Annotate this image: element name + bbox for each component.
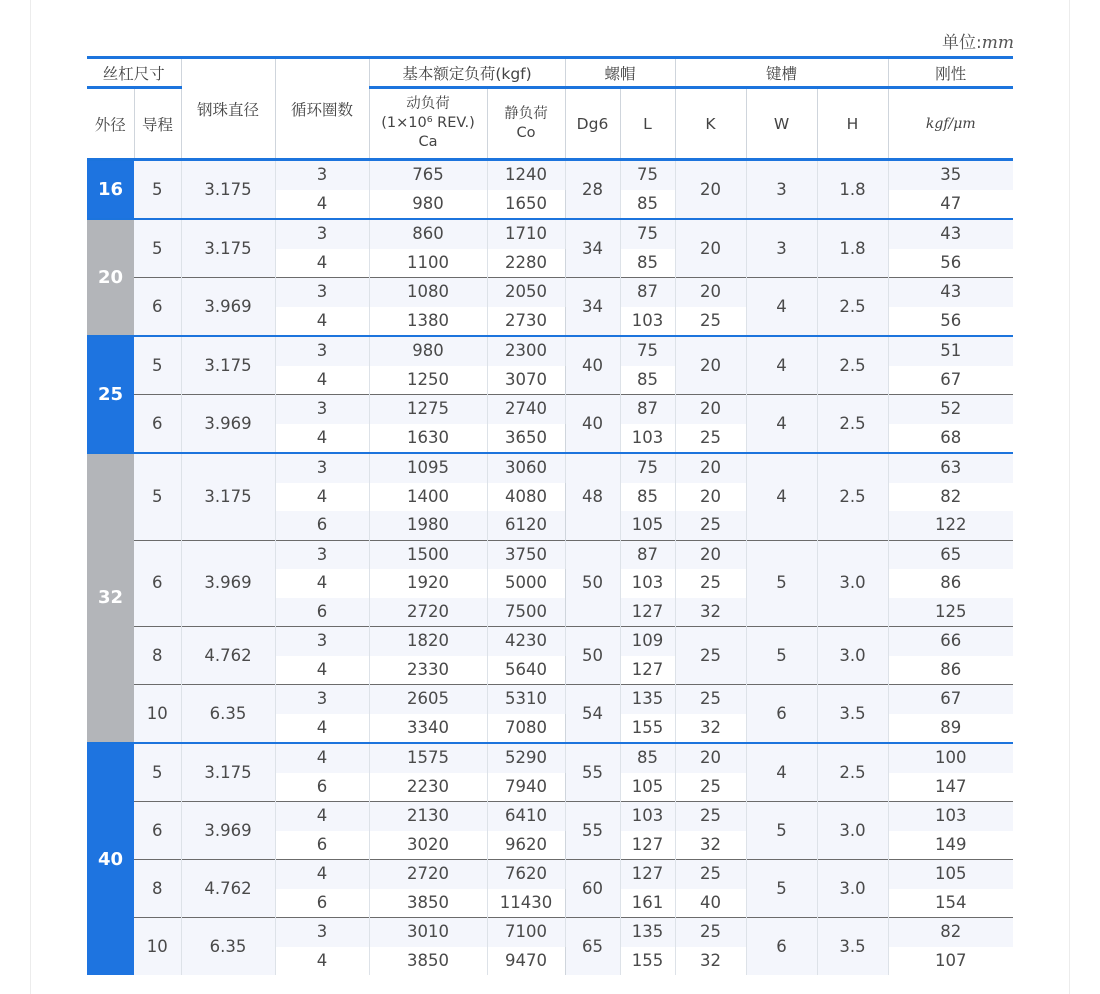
circuits-cell: 3 (275, 685, 369, 714)
circuits-cell: 4 (275, 569, 369, 598)
circuits-cell: 4 (275, 424, 369, 454)
table-row (87, 395, 1013, 424)
keyway-k-cell: 32 (675, 831, 746, 860)
nut-length-cell: 87 (620, 540, 675, 569)
outer-dia-cell: 20 (87, 219, 134, 336)
static-load-cell: 7620 (487, 860, 565, 889)
keyway-k-cell: 32 (675, 714, 746, 744)
circuits-cell: 6 (275, 831, 369, 860)
ball-dia-cell: 3.969 (181, 278, 275, 337)
ball-dia-cell: 3.969 (181, 802, 275, 860)
header-ball-dia: 钢珠直径 (181, 58, 275, 160)
static-load-cell: 1240 (487, 160, 565, 190)
rigidity-cell: 82 (940, 486, 962, 506)
rigidity-cell: 154 (935, 892, 967, 912)
rigidity-cell: 43 (888, 219, 1013, 249)
dynamic-load-cell: 1275 (369, 395, 487, 424)
static-load-cell: 2740 (487, 395, 565, 424)
keyway-w-cell: 5 (746, 540, 817, 627)
ball-dia-cell: 3.175 (181, 336, 275, 395)
header-dynamic-l1: 动负荷 (406, 96, 450, 112)
header-dg6: Dg6 (565, 88, 620, 160)
ball-dia-cell: 3.175 (181, 453, 275, 540)
dynamic-load-cell: 860 (369, 219, 487, 249)
nut-length-cell: 105 (620, 773, 675, 802)
keyway-k-cell: 25 (675, 627, 746, 685)
nut-length-cell: 135 (620, 685, 675, 714)
static-load-cell: 3060 (487, 453, 565, 483)
nut-length-cell: 103 (620, 307, 675, 337)
ball-dia-cell: 3.175 (181, 160, 275, 220)
circuits-cell: 6 (275, 889, 369, 918)
circuits-cell: 6 (275, 511, 369, 540)
rigidity-cell: 65 (888, 540, 1013, 569)
dg6-cell: 60 (565, 860, 620, 918)
rigidity-cell: 105 (888, 860, 1013, 889)
header-screw-size: 丝杠尺寸 (87, 58, 181, 88)
static-load-cell: 7080 (487, 714, 565, 744)
ball-dia-cell: 4.762 (181, 627, 275, 685)
static-load-cell: 2280 (487, 249, 565, 278)
keyway-k-cell: 32 (675, 947, 746, 976)
keyway-h-cell: 3.0 (817, 627, 888, 685)
rigidity-cell: 82 (888, 918, 1013, 947)
lead-cell: 6 (134, 278, 181, 337)
dynamic-load-cell: 3850 (369, 889, 487, 918)
page-border-right (1069, 0, 1070, 994)
keyway-k-cell: 20 (675, 540, 746, 569)
rigidity-cell: 67 (888, 685, 1013, 714)
static-load-cell: 5290 (487, 743, 565, 773)
nut-length-cell: 127 (620, 860, 675, 889)
header-load-rating: 基本额定负荷(kgf) (369, 58, 565, 88)
static-load-cell: 2300 (487, 336, 565, 366)
circuits-cell: 4 (275, 190, 369, 220)
nut-length-cell: 85 (620, 483, 675, 512)
static-load-cell: 6410 (487, 802, 565, 831)
dg6-cell: 34 (565, 219, 620, 278)
lead-cell: 5 (134, 160, 181, 220)
circuits-cell: 4 (275, 860, 369, 889)
static-load-cell: 2730 (487, 307, 565, 337)
static-load-cell: 4230 (487, 627, 565, 656)
keyway-k-cell: 25 (675, 569, 746, 598)
keyway-h-cell: 2.5 (817, 743, 888, 802)
nut-length-cell: 127 (620, 831, 675, 860)
dynamic-load-cell: 2720 (369, 860, 487, 889)
keyway-h-cell: 2.5 (817, 395, 888, 454)
lead-cell: 10 (134, 685, 181, 744)
static-load-cell: 1650 (487, 190, 565, 220)
keyway-w-cell: 4 (746, 278, 817, 337)
rigidity-cell: 67 (940, 369, 962, 389)
nut-length-cell: 103 (620, 424, 675, 454)
table-row (87, 278, 1013, 307)
keyway-k-cell: 25 (675, 307, 746, 337)
keyway-k-cell: 20 (675, 395, 746, 424)
circuits-cell: 4 (275, 743, 369, 773)
ball-dia-cell: 3.175 (181, 743, 275, 802)
nut-length-cell: 85 (620, 190, 675, 220)
circuits-cell: 6 (275, 773, 369, 802)
keyway-w-cell: 3 (746, 219, 817, 278)
static-load-cell: 7100 (487, 918, 565, 947)
rigidity-cell: 35 (888, 160, 1013, 190)
static-load-cell: 9470 (487, 947, 565, 976)
table-row (87, 685, 1013, 714)
lead-cell: 8 (134, 627, 181, 685)
header-H: H (817, 88, 888, 160)
rigidity-cell: 125 (888, 598, 1013, 627)
dg6-cell: 40 (565, 336, 620, 395)
circuits-cell: 3 (275, 395, 369, 424)
ball-dia-cell: 3.969 (181, 395, 275, 454)
table-row (87, 860, 1013, 889)
rigidity-cell: 47 (940, 193, 962, 213)
ball-dia-cell: 6.35 (181, 685, 275, 744)
table-row (87, 336, 1013, 366)
unit-label-text: 单位: (942, 33, 982, 53)
keyway-w-cell: 4 (746, 336, 817, 395)
circuits-cell: 4 (275, 249, 369, 278)
ball-dia-cell: 3.175 (181, 219, 275, 278)
keyway-k-cell: 25 (675, 860, 746, 889)
circuits-cell: 4 (275, 307, 369, 337)
outer-dia-cell: 25 (87, 336, 134, 453)
static-load-cell: 5640 (487, 656, 565, 685)
static-load-cell: 2050 (487, 278, 565, 307)
rigidity-cell: 56 (940, 310, 962, 330)
dynamic-load-cell: 3010 (369, 918, 487, 947)
keyway-k-cell: 20 (675, 743, 746, 773)
table-row (87, 540, 1013, 569)
dynamic-load-cell: 1380 (369, 307, 487, 337)
keyway-k-cell: 25 (675, 511, 746, 540)
dynamic-load-cell: 1920 (369, 569, 487, 598)
keyway-h-cell: 2.5 (817, 336, 888, 395)
keyway-k-cell: 25 (675, 802, 746, 831)
keyway-h-cell: 3.5 (817, 918, 888, 976)
circuits-cell: 6 (275, 598, 369, 627)
dynamic-load-cell: 980 (369, 336, 487, 366)
rigidity-cell: 68 (940, 427, 962, 447)
lead-cell: 5 (134, 219, 181, 278)
rigidity-cell: 63 (888, 453, 1013, 483)
rigidity-cell: 52 (888, 395, 1013, 424)
static-load-cell: 7940 (487, 773, 565, 802)
dynamic-load-cell: 1095 (369, 453, 487, 483)
dynamic-load-cell: 3340 (369, 714, 487, 744)
keyway-w-cell: 4 (746, 453, 817, 540)
circuits-cell: 4 (275, 656, 369, 685)
keyway-k-cell: 40 (675, 889, 746, 918)
lead-cell: 5 (134, 453, 181, 540)
dg6-cell: 48 (565, 453, 620, 540)
dynamic-load-cell: 1500 (369, 540, 487, 569)
keyway-k-cell: 25 (675, 918, 746, 947)
nut-length-cell: 109 (620, 627, 675, 656)
dynamic-load-cell: 1400 (369, 483, 487, 512)
unit-label (930, 28, 1014, 53)
header-dynamic-l2: (1×10⁶ REV.) (381, 115, 475, 131)
rigidity-cell: 86 (940, 573, 962, 593)
keyway-k-cell: 25 (675, 424, 746, 454)
dynamic-load-cell: 3850 (369, 947, 487, 976)
keyway-h-cell: 3.0 (817, 860, 888, 918)
lead-cell: 6 (134, 802, 181, 860)
static-load-cell: 11430 (487, 889, 565, 918)
nut-length-cell: 127 (620, 656, 675, 685)
header-dynamic-l3: Ca (418, 134, 438, 150)
keyway-h-cell: 1.8 (817, 219, 888, 278)
dg6-cell: 55 (565, 743, 620, 802)
dynamic-load-cell: 2605 (369, 685, 487, 714)
dynamic-load-cell: 1630 (369, 424, 487, 454)
nut-length-cell: 161 (620, 889, 675, 918)
keyway-h-cell: 1.8 (817, 160, 888, 220)
rigidity-cell: 107 (935, 950, 967, 970)
static-load-cell: 5310 (487, 685, 565, 714)
keyway-w-cell: 5 (746, 627, 817, 685)
outer-dia-cell: 40 (87, 743, 134, 975)
lead-cell: 6 (134, 395, 181, 454)
circuits-cell: 4 (275, 947, 369, 976)
dynamic-load-cell: 1575 (369, 743, 487, 773)
header-rigidity: 刚性 (888, 58, 1013, 88)
rigidity-cell: 56 (940, 252, 962, 272)
rigidity-cell: 147 (935, 776, 967, 796)
circuits-cell: 3 (275, 160, 369, 190)
keyway-h-cell: 3.0 (817, 540, 888, 627)
nut-length-cell: 87 (620, 395, 675, 424)
page-border-left (30, 0, 31, 994)
keyway-h-cell: 3.5 (817, 685, 888, 744)
header-nut: 螺帽 (565, 58, 675, 88)
spec-table-body (87, 160, 1013, 976)
rigidity-cell: 86 (940, 659, 962, 679)
dg6-cell: 50 (565, 540, 620, 627)
lead-cell: 6 (134, 540, 181, 627)
static-load-cell: 6120 (487, 511, 565, 540)
dynamic-load-cell: 1980 (369, 511, 487, 540)
circuits-cell: 4 (275, 802, 369, 831)
nut-length-cell: 75 (620, 219, 675, 249)
nut-length-cell: 75 (620, 453, 675, 483)
keyway-h-cell: 2.5 (817, 453, 888, 540)
keyway-k-cell: 20 (675, 336, 746, 395)
header-dynamic-load (369, 88, 487, 160)
static-load-cell: 3650 (487, 424, 565, 454)
circuits-cell: 3 (275, 278, 369, 307)
dg6-cell: 50 (565, 627, 620, 685)
header-rigidity-unit: kgf/μm (888, 88, 1013, 160)
dynamic-load-cell: 2330 (369, 656, 487, 685)
circuits-cell: 3 (275, 540, 369, 569)
nut-length-cell: 85 (620, 743, 675, 773)
dynamic-load-cell: 2720 (369, 598, 487, 627)
keyway-w-cell: 3 (746, 160, 817, 220)
dynamic-load-cell: 980 (369, 190, 487, 220)
table-row (87, 918, 1013, 947)
dg6-cell: 65 (565, 918, 620, 976)
table-row (87, 160, 1013, 190)
circuits-cell: 3 (275, 453, 369, 483)
header-static-load (487, 88, 565, 160)
nut-length-cell: 103 (620, 569, 675, 598)
dynamic-load-cell: 1250 (369, 366, 487, 395)
header-outer-dia: 外径 (87, 88, 134, 160)
keyway-h-cell: 3.0 (817, 802, 888, 860)
header-W: W (746, 88, 817, 160)
static-load-cell: 7500 (487, 598, 565, 627)
keyway-k-cell: 32 (675, 598, 746, 627)
circuits-cell: 3 (275, 918, 369, 947)
keyway-w-cell: 4 (746, 395, 817, 454)
nut-length-cell: 75 (620, 336, 675, 366)
table-row (87, 219, 1013, 249)
circuits-cell: 4 (275, 483, 369, 512)
table-row (87, 743, 1013, 773)
ball-screw-spec-table (87, 56, 1013, 975)
keyway-k-cell: 25 (675, 773, 746, 802)
keyway-k-cell: 25 (675, 685, 746, 714)
dg6-cell: 55 (565, 802, 620, 860)
static-load-cell: 9620 (487, 831, 565, 860)
nut-length-cell: 105 (620, 511, 675, 540)
rigidity-cell: 43 (888, 278, 1013, 307)
keyway-k-cell: 20 (675, 278, 746, 307)
dg6-cell: 28 (565, 160, 620, 220)
keyway-w-cell: 5 (746, 802, 817, 860)
rigidity-cell: 122 (888, 511, 1013, 540)
ball-dia-cell: 6.35 (181, 918, 275, 976)
rigidity-cell: 89 (940, 717, 962, 737)
dynamic-load-cell: 765 (369, 160, 487, 190)
nut-length-cell: 103 (620, 802, 675, 831)
outer-dia-cell: 32 (87, 453, 134, 743)
rigidity-cell: 103 (888, 802, 1013, 831)
lead-cell: 5 (134, 743, 181, 802)
header-L: L (620, 88, 675, 160)
nut-length-cell: 127 (620, 598, 675, 627)
nut-length-cell: 85 (620, 249, 675, 278)
rigidity-cell: 51 (888, 336, 1013, 366)
static-load-cell: 1710 (487, 219, 565, 249)
table-row (87, 627, 1013, 656)
rigidity-cell: 149 (935, 834, 967, 854)
circuits-cell: 3 (275, 336, 369, 366)
dg6-cell: 34 (565, 278, 620, 337)
lead-cell: 10 (134, 918, 181, 976)
keyway-h-cell: 2.5 (817, 278, 888, 337)
circuits-cell: 4 (275, 714, 369, 744)
nut-length-cell: 155 (620, 714, 675, 744)
static-load-cell: 3070 (487, 366, 565, 395)
nut-length-cell: 155 (620, 947, 675, 976)
dynamic-load-cell: 3020 (369, 831, 487, 860)
dynamic-load-cell: 1820 (369, 627, 487, 656)
dynamic-load-cell: 2230 (369, 773, 487, 802)
rigidity-cell: 66 (888, 627, 1013, 656)
keyway-w-cell: 5 (746, 860, 817, 918)
circuits-cell: 3 (275, 627, 369, 656)
static-load-cell: 4080 (487, 483, 565, 512)
keyway-w-cell: 6 (746, 685, 817, 744)
keyway-w-cell: 6 (746, 918, 817, 976)
keyway-k-cell: 20 (675, 453, 746, 483)
nut-length-cell: 85 (620, 366, 675, 395)
ball-dia-cell: 4.762 (181, 860, 275, 918)
header-circuits: 循环圈数 (275, 58, 369, 160)
keyway-k-cell: 20 (675, 219, 746, 278)
rigidity-cell: 100 (888, 743, 1013, 773)
table-row (87, 802, 1013, 831)
header-K: K (675, 88, 746, 160)
keyway-k-cell: 20 (675, 160, 746, 220)
nut-length-cell: 75 (620, 160, 675, 190)
keyway-w-cell: 4 (746, 743, 817, 802)
nut-length-cell: 135 (620, 918, 675, 947)
lead-cell: 5 (134, 336, 181, 395)
header-keyway: 键槽 (675, 58, 888, 88)
keyway-k-cell: 20 (675, 483, 746, 512)
dg6-cell: 54 (565, 685, 620, 744)
table-row (87, 453, 1013, 483)
circuits-cell: 3 (275, 219, 369, 249)
header-static-l1: 静负荷 (504, 105, 548, 122)
circuits-cell: 4 (275, 366, 369, 395)
static-load-cell: 3750 (487, 540, 565, 569)
static-load-cell: 5000 (487, 569, 565, 598)
outer-dia-cell: 16 (87, 160, 134, 220)
unit-label-suffix: mm (981, 33, 1014, 53)
dynamic-load-cell: 1080 (369, 278, 487, 307)
dynamic-load-cell: 2130 (369, 802, 487, 831)
header-static-l2: Co (516, 124, 536, 141)
nut-length-cell: 87 (620, 278, 675, 307)
ball-dia-cell: 3.969 (181, 540, 275, 627)
lead-cell: 8 (134, 860, 181, 918)
dg6-cell: 40 (565, 395, 620, 454)
header-lead: 导程 (134, 88, 181, 160)
dynamic-load-cell: 1100 (369, 249, 487, 278)
